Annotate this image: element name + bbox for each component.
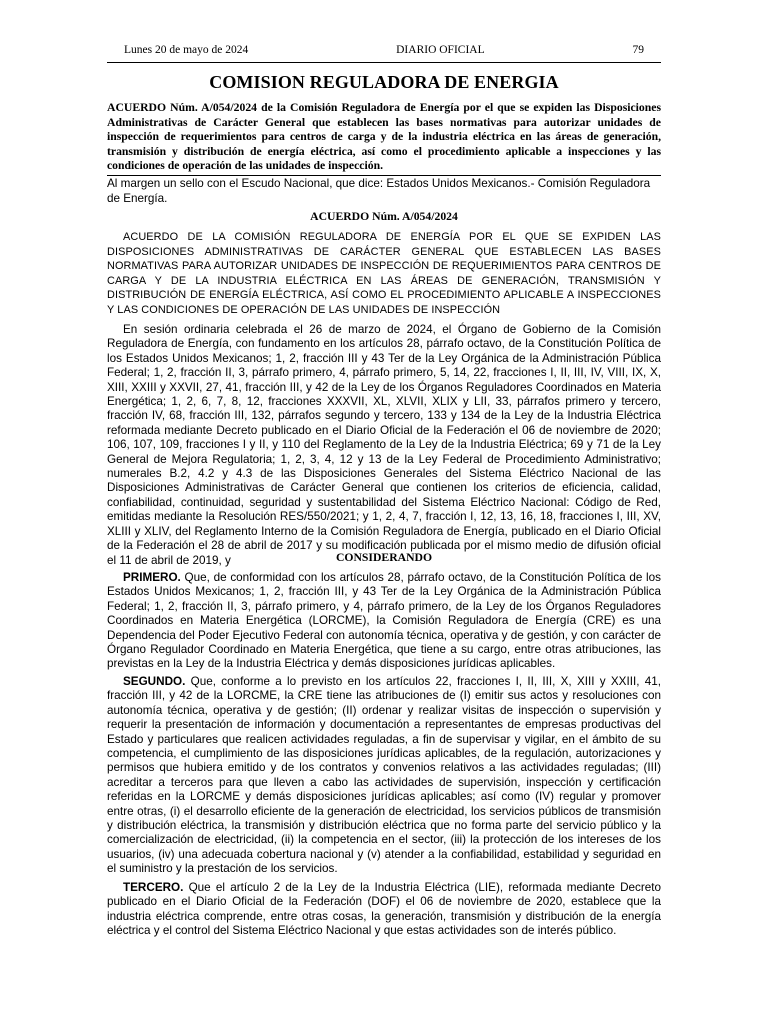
acuerdo-subtitle: ACUERDO Núm. A/054/2024	[310, 210, 458, 223]
header-publication: DIARIO OFICIAL	[396, 44, 485, 56]
header-divider	[107, 62, 661, 63]
considerando-heading: CONSIDERANDO	[335, 551, 433, 564]
header-date: Lunes 20 de mayo de 2024	[124, 44, 249, 56]
tercero-label: TERCERO.	[123, 881, 184, 894]
primero-text: Que, de conformidad con los artículos 28, párrafo octavo, de la Constitución Política de los Estados Unidos Mexicanos; 1, 2, fracción III, y 43 Ter de la Ley Orgánica de la Administración Pública Federal; 1, 2, fracción II, 3, párrafo primero, y 4, párrafo primero, de la Ley de los Órganos Reguladores Coordinados en Materia Energética (LORCME), la Comisión Reguladora de Energía (CRE) es una Dependencia del Poder Ejecutivo Federal con autonomía técnica, operativa y de gestión, y con carácter de Órgano Regulador Coordinado en Materia Energética, que tiene a su cargo, entre otras atribuciones, las previstas en la Ley de la Industria Eléctrica y demás disposiciones jurídicas aplicables.	[107, 571, 661, 671]
margin-note: Al margen un sello con el Escudo Nacional, que dice: Estados Unidos Mexicanos.- Comisión Reguladora de Energía.	[107, 177, 651, 205]
acuerdo-heading	[107, 101, 661, 174]
page-header	[124, 44, 644, 62]
acuerdo-caps-title: ACUERDO DE LA COMISIÓN REGULADORA DE ENERGÍA POR EL QUE SE EXPIDEN LAS DISPOSICIONES ADMINISTRATIVAS DE CARÁCTER GENERAL QUE ESTABLECEN LAS BASES NORMATIVAS PARA AUTORIZAR UNIDADES DE INSPECCIÓN DE REQUERIMIENTOS PARA CENTROS DE CARGA Y DE LA INDUSTRIA ELÉCTRICA EN LAS ÁREAS DE GENERACIÓN, TRANSMISIÓN Y DISTRIBUCIÓN DE ENERGÍA ELÉCTRICA, ASÍ COMO EL PROCEDIMIENTO APLICABLE A INSPECCIONES Y LAS CONDICIONES DE OPERACIÓN DE LAS UNIDADES DE INSPECCIÓN	[107, 231, 661, 316]
acuerdo-heading-text: de la Comisión Reguladora de Energía por el que se expiden las Disposiciones Administrativas de Carácter General que establecen las bases normativas para autorizar unidades de inspección de requerimientos para centros de carga y de la industria eléctrica en las áreas de generación, transmisión y distribución de energía eléctrica, así como el procedimiento aplicable a inspecciones y las condiciones de operación de las unidades de inspección.	[107, 101, 661, 172]
primero-label: PRIMERO.	[123, 571, 181, 584]
session-paragraph: En sesión ordinaria celebrada el 26 de marzo de 2024, el Órgano de Gobierno de la Comisión Reguladora de Energía, con fundamento en los artículos 28, párrafo octavo, de la Constitución Política de los Estados Unidos Mexicanos; 1, 2, fracción III y 43 Ter de la Ley Orgánica de la Administración Pública Federal; 1, 2, fracción II, 3, párrafo primero, 4, párrafo primero, 5, 14, 22, fracciones I, II, III, IV, VIII, IX, X, XIII, XXIII y XXVII, 27, 41, fracción III, y 42 de la Ley de los Órganos Reguladores Coordinados en Materia Energética; 1, 2, 6, 7, 8, 12, fracciones XXXVII, XL, XLVII, XLIX y LII, 33, párrafos primero y tercero, fracción IV, 68, fracción III, 132, párrafos segundo y tercero, 133 y 134 de la Ley de la Industria Eléctrica reformada mediante Decreto publicado en el Diario Oficial de la Federación el 06 de noviembre de 2020; 106, 107, 109, fracciones I y II, y 110 del Reglamento de la Ley de la Industria Eléctrica; 69 y 71 de la Ley General de Mejora Regulatoria; 1, 2, 3, 4, 12 y 13 de la Ley Federal de Procedimiento Administrativo; numerales B.2, 4.2 y 4.3 de las Disposiciones Generales del Sistema Eléctrico Nacional de las Disposiciones Administrativas de Carácter General que contienen los criterios de eficiencia, calidad, confiabilidad, continuidad, seguridad y sustentabilidad del Sistema Eléctrico Nacional: Código de Red, emitidas mediante la Resolución RES/550/2021; y 1, 2, 4, 7, fracción I, 12, 13, 16, 18, fracciones I, III, XV, XLIII y XLIV, del Reglamento Interno de la Comisión Reguladora de Energía, publicado en el Diario Oficial de la Federación el 28 de abril de 2017 y su modificación publicada por el mismo medio de difusión oficial el 11 de abril de 2019, y	[107, 323, 661, 567]
segundo-text: Que, conforme a lo previsto en los artículos 22, fracciones I, II, III, X, XIII y XXIII, 41, fracción III, y 42 de la LORCME, la CRE tiene las atribuciones de (I) emitir sus actos y resoluciones con autonomía técnica, operativa y de gestión; (II) ordenar y realizar visitas de inspección o supervisión y requerir la presentación de información y documentación a representantes de empresas productivas del Estado y particulares que realicen actividades reguladas, a fin de supervisar y vigilar, en el ámbito de su competencia, el cumplimiento de las disposiciones jurídicas aplicables, de la regulación, autorizaciones y permisos que hubiera emitido y de los contratos y convenios relativos a las actividades reguladas; (III) acreditar a terceros para que lleven a cabo las actividades de supervisión, inspección y certificación referidas en la LORCME y demás disposiciones jurídicas aplicables; así como (IV) regular y promover entre otras, (i) el desarrollo eficiente de la generación de electricidad, los servicios públicos de transmisión y distribución eléctrica, la transmisión y distribución eléctrica que no forma parte del servicio público y la comercialización de electricidad, (ii) la competencia en el sector, (iii) la protección de los intereses de los usuarios, (iv) una adecuada cobertura nacional y (v) atender a la confiabilidad, estabilidad y seguridad en el suministro y la prestación de los servicios.	[107, 675, 661, 876]
agency-title: COMISION REGULADORA DE ENERGIA	[209, 72, 559, 92]
segundo-label: SEGUNDO.	[123, 675, 186, 688]
tercero-text: Que el artículo 2 de la Ley de la Industria Eléctrica (LIE), reformada mediante Decreto publicado en el Diario Oficial de la Federación (DOF) el 06 de noviembre de 2020, establece que la industria eléctrica comprende, entre otras cosas, la generación, transmisión y distribución de la energía eléctrica y el control del Sistema Eléctrico Nacional y que estas actividades son de interés público.	[107, 881, 661, 938]
paragraph-primero	[107, 571, 661, 672]
acuerdo-heading-lead: ACUERDO Núm. A/054/2024	[107, 101, 258, 114]
heading-divider	[107, 175, 661, 176]
paragraph-tercero	[107, 881, 661, 939]
paragraph-segundo	[107, 675, 661, 877]
header-page-number: 79	[632, 44, 644, 56]
